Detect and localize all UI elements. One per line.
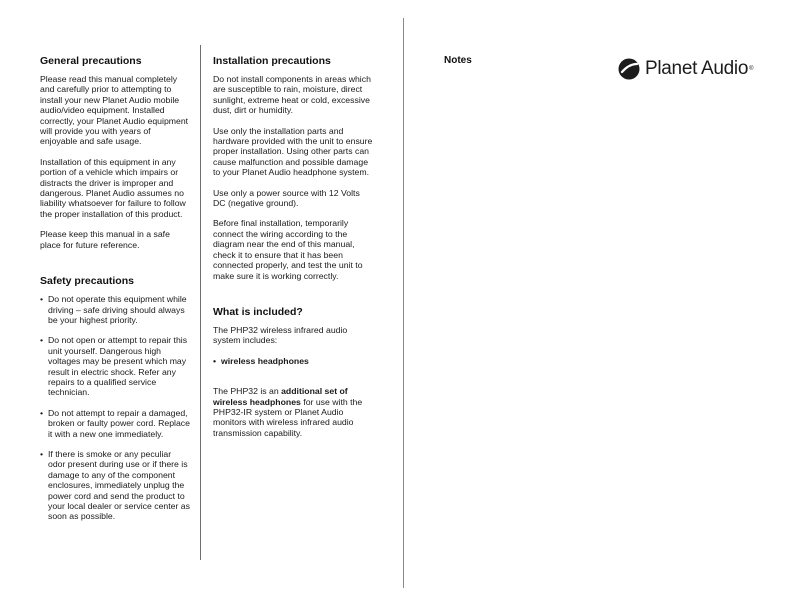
column-divider <box>200 45 201 560</box>
general-precautions-heading: General precautions <box>40 55 142 67</box>
safety-bullet-3: Do not attempt to repair a damaged, broken or faulty power cord. Replace it with a new one immediately. <box>48 407 190 439</box>
bullet-icon: • <box>213 355 217 366</box>
included-closing-post: for use with the PHP32-IR system or Planet Audio monitors with wireless infrared audio transmission capability. <box>213 396 363 438</box>
trademark-mark: ® <box>749 66 754 72</box>
list-item <box>40 449 190 522</box>
included-closing-bold: additional set of wireless headphones <box>213 386 348 407</box>
bullet-icon: • <box>40 448 44 459</box>
installation-paragraph-4: Before final installation, temporarily connect the wiring according to the diagram near the end of this manual, check it to ensure that it has been connected properly, and test the unit to make sure it is working correctly. <box>213 218 363 281</box>
general-paragraph-1: Please read this manual completely and carefully prior to attempting to install your new Planet Audio mobile audio/video equipment. Installed correctly, your Planet Audio equipment will provide you with years of enjoyable and safe usage. <box>40 74 189 147</box>
list-item <box>40 294 190 325</box>
left-page <box>0 0 403 606</box>
included-item: wireless headphones <box>221 355 309 366</box>
installation-paragraph-2: Use only the installation parts and hardware provided with the unit to ensure proper installation. Using other parts can cause malfunction and possible damage to your Planet Audio headphone system. <box>213 125 373 178</box>
general-paragraph-2: Installation of this equipment in any portion of a vehicle which impairs or distracts the driver is improper and dangerous. Planet Audio assumes no liability whatsoever for failure to follow the proper installation of this product. <box>40 156 186 219</box>
notes-title: Notes <box>444 55 472 66</box>
logo-text: Planet Audio <box>645 58 749 79</box>
installation-precautions-heading: Installation precautions <box>213 55 331 67</box>
planet-logo-icon <box>618 58 640 80</box>
safety-bullet-4: If there is smoke or any peculiar odor present during use or if there is damage to any of the component enclosures, immediately unplug the power cord and send the product to your local dealer or service center as soon as possible. <box>48 448 190 522</box>
included-intro: The PHP32 wireless infrared audio system includes: <box>213 324 348 346</box>
what-is-included-heading: What is included? <box>213 305 303 318</box>
general-paragraph-3: Please keep this manual in a safe place for future reference. <box>40 229 170 250</box>
included-closing <box>213 386 373 438</box>
bullet-icon: • <box>40 294 44 305</box>
safety-bullet-2: Do not open or attempt to repair this unit yourself. Dangerous high voltages may be present which may result in electric shock. Refer any repairs to a qualified service technician. <box>48 335 188 398</box>
right-page <box>404 0 808 606</box>
list-item <box>213 356 373 366</box>
left-column <box>40 55 190 532</box>
included-closing-pre: The PHP32 is an <box>213 386 282 397</box>
list-item <box>40 408 190 439</box>
bullet-icon: • <box>40 335 44 346</box>
list-item <box>40 335 190 397</box>
safety-bullet-1: Do not operate this equipment while driving – safe driving should always be your highest priority. <box>48 294 187 325</box>
safety-precautions-heading: Safety precautions <box>40 275 134 288</box>
planet-audio-logo <box>618 56 754 82</box>
installation-paragraph-1: Do not install components in areas which are susceptible to rain, moisture, direct sunlight, extreme heat or cold, excessive dust, dirt or humidity. <box>213 74 371 116</box>
installation-paragraph-3: Use only a power source with 12 Volts DC (negative ground). <box>213 187 360 209</box>
bullet-icon: • <box>40 407 44 418</box>
right-column <box>213 55 373 448</box>
